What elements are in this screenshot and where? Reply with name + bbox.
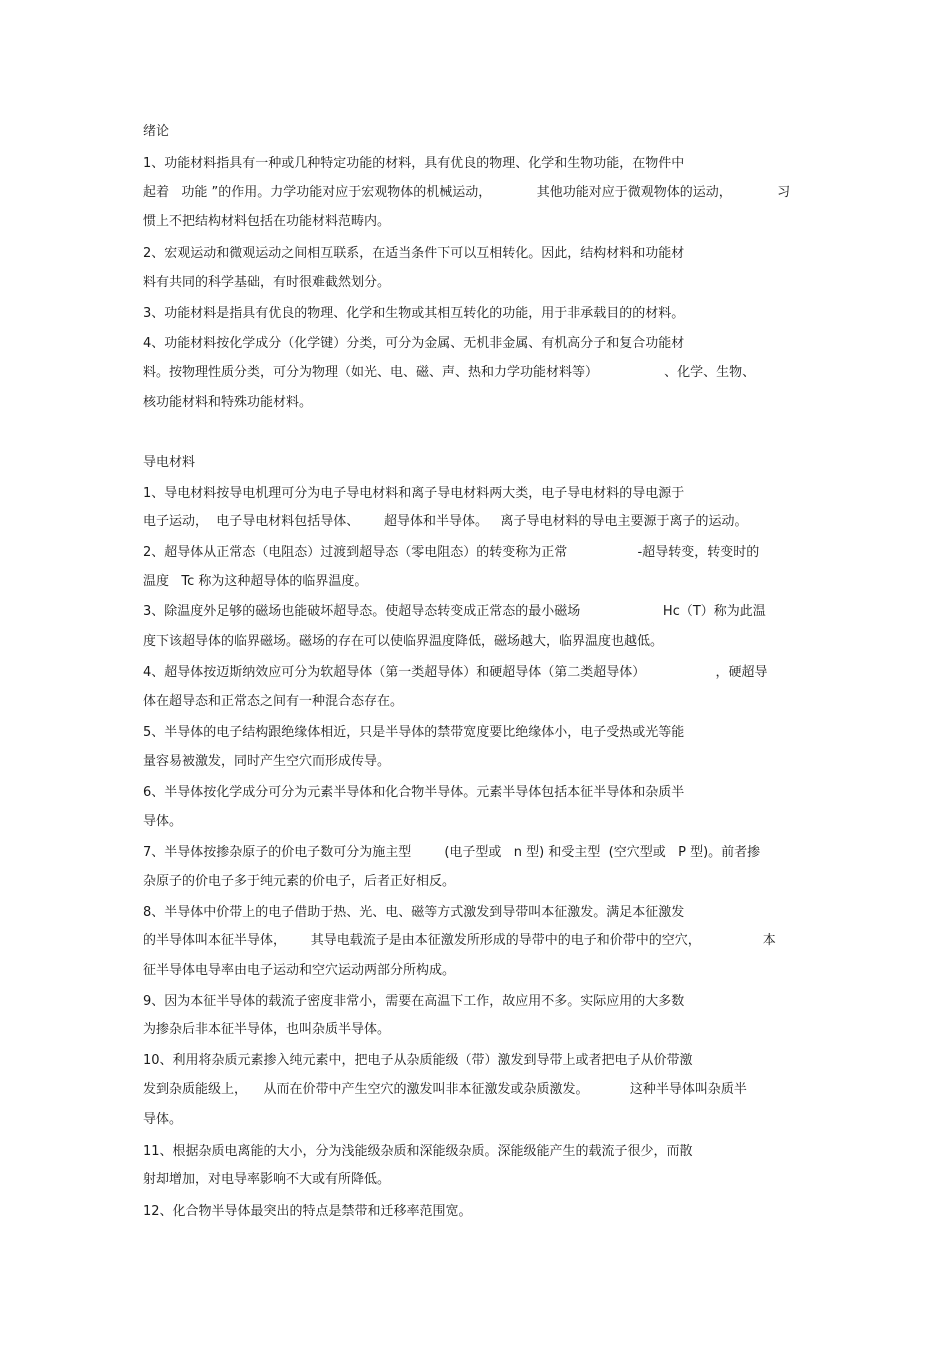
paragraph-line: 6、半导体按化学成分可分为元素半导体和化合物半导体。元素半导体包括本征半导体和杂质半 [143, 785, 685, 800]
paragraph-line: 惯上不把结构材料包括在功能材料范畴内。 [143, 214, 391, 229]
paragraph-line: 11、根据杂质电离能的大小，分为浅能级杂质和深能级杂质。深能级能产生的载流子很少，而散 [143, 1144, 693, 1159]
paragraph-line: 量容易被激发，同时产生空穴而形成传导。 [143, 754, 391, 769]
paragraph-line: 7、半导体按掺杂原子的价电子数可分为施主型 (电子型或 n 型) 和受主型 (空穴型或 P 型)。前者掺 [143, 845, 761, 860]
paragraph-line: 杂原子的价电子多于纯元素的价电子，后者正好相反。 [143, 874, 456, 889]
paragraph-line: 5、半导体的电子结构跟绝缘体相近，只是半导体的禁带宽度要比绝缘体小，电子受热或光等能 [143, 725, 685, 740]
paragraph-line: 温度 Tc 称为这种超导体的临界温度。 [143, 574, 368, 589]
paragraph-line: 料有共同的科学基础，有时很难截然划分。 [143, 275, 391, 290]
paragraph-line: 体在超导态和正常态之间有一种混合态存在。 [143, 694, 404, 709]
paragraph-line: 1、功能材料指具有一种或几种特定功能的材料，具有优良的物理、化学和生物功能，在物件中 [143, 156, 685, 171]
paragraph-line: 料。按物理性质分类，可分为物理（如光、电、磁、声、热和力学功能材料等） 、化学、生物、 [143, 365, 756, 380]
paragraph-line: 射却增加，对电导率影响不大或有所降低。 [143, 1172, 391, 1187]
paragraph-line: 8、半导体中价带上的电子借助于热、光、电、磁等方式激发到导带叫本征激发。满足本征激发 [143, 905, 685, 920]
paragraph-line: 电子运动， 电子导电材料包括导体、 超导体和半导体。 离子导电材料的导电主要源于离子的运动。 [143, 514, 748, 529]
paragraph-line: 9、因为本征半导体的载流子密度非常小，需要在高温下工作，故应用不多。实际应用的大多数 [143, 994, 685, 1009]
paragraph-line: 起着 功能 ”的作用。力学功能对应于宏观物体的机械运动， 其他功能对应于微观物体的运动， 习 [143, 185, 791, 200]
paragraph-line: 征半导体电导率由电子运动和空穴运动两部分所构成。 [143, 963, 456, 978]
paragraph-line: 3、功能材料是指具有优良的物理、化学和生物或其相互转化的功能，用于非承载目的的材料。 [143, 306, 685, 321]
paragraph-line: 4、超导体按迈斯纳效应可分为软超导体（第一类超导体）和硬超导体（第二类超导体） ，硬超导 [143, 665, 768, 680]
paragraph-line: 度下该超导体的临界磁场。磁场的存在可以使临界温度降低，磁场越大，临界温度也越低。 [143, 634, 664, 649]
paragraph-line: 核功能材料和特殊功能材料。 [143, 395, 313, 410]
paragraph-line: 导体。 [143, 1112, 183, 1127]
paragraph-line: 2、宏观运动和微观运动之间相互联系，在适当条件下可以互相转化。因此，结构材料和功能材 [143, 246, 685, 261]
paragraph-line: 3、除温度外足够的磁场也能破坏超导态。使超导态转变成正常态的最小磁场 Hc（T）称为此温 [143, 604, 766, 619]
paragraph-line: 导体。 [143, 814, 183, 829]
paragraph-line: 2、超导体从正常态（电阻态）过渡到超导态（零电阻态）的转变称为正常 -超导转变，转变时的 [143, 545, 760, 560]
paragraph-line: 1、导电材料按导电机理可分为电子导电材料和离子导电材料两大类，电子导电材料的导电源于 [143, 486, 685, 501]
paragraph-line: 为掺杂后非本征半导体，也叫杂质半导体。 [143, 1022, 391, 1037]
paragraph-line: 12、化合物半导体最突出的特点是禁带和迁移率范围宽。 [143, 1204, 472, 1219]
section-title: 导电材料 [143, 455, 196, 470]
paragraph-line: 10、利用将杂质元素掺入纯元素中，把电子从杂质能级（带）激发到导带上或者把电子从价带激 [143, 1053, 693, 1068]
section-title: 绪论 [143, 124, 170, 139]
paragraph-line: 的半导体叫本征半导体， 其导电载流子是由本征激发所形成的导带中的电子和价带中的空穴， 本 [143, 933, 776, 948]
paragraph-line: 发到杂质能级上， 从而在价带中产生空穴的激发叫非本征激发或杂质激发。 这种半导体叫杂质半 [143, 1082, 747, 1097]
paragraph-line: 4、功能材料按化学成分（化学键）分类，可分为金属、无机非金属、有机高分子和复合功能材 [143, 336, 685, 351]
